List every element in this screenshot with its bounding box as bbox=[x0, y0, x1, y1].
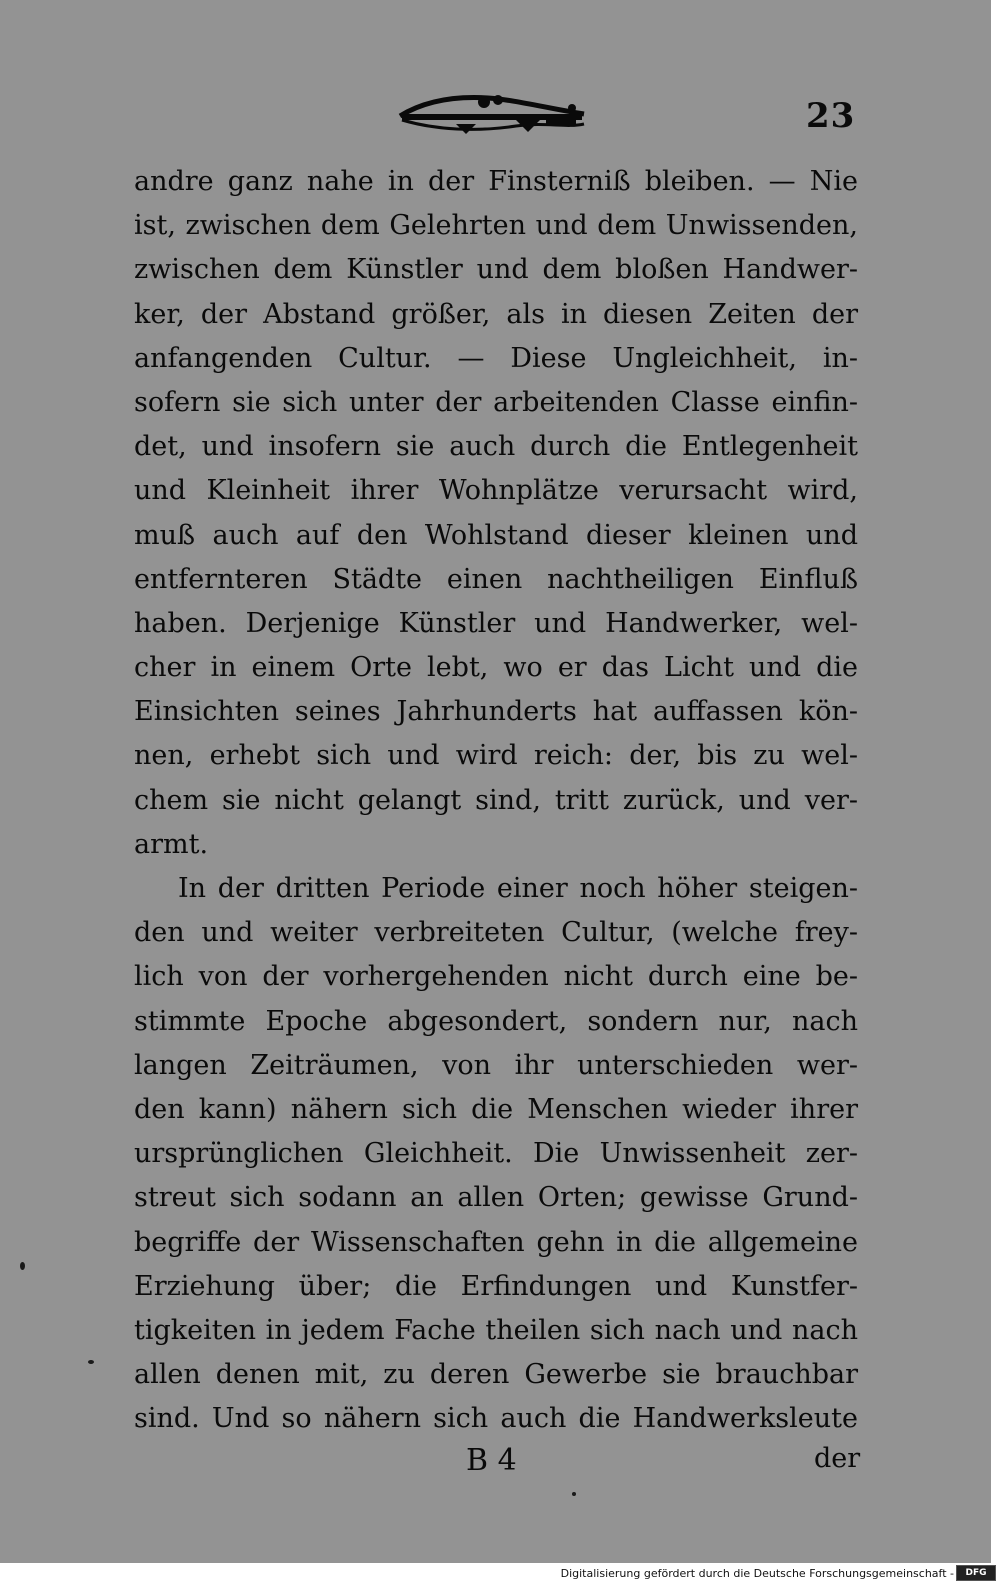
text-line: andre ganz nahe in der Finsterniß bleiben. — Nie bbox=[134, 166, 858, 197]
scan-speck bbox=[20, 1262, 25, 1270]
text-line: entfernteren Städte einen nachtheiligen Einfluß bbox=[134, 563, 858, 595]
printers-ornament-icon bbox=[396, 90, 588, 136]
text-line: und Kleinheit ihrer Wohnplätze verursacht wird, bbox=[134, 475, 858, 507]
text-line: haben. Derjenige Künstler und Handwerker, wel- bbox=[134, 607, 858, 639]
text-line: anfangenden Cultur. — Diese Ungleichheit, in- bbox=[134, 342, 858, 374]
text-line: chem sie nicht gelangt sind, tritt zurück, und ver- bbox=[134, 784, 858, 816]
dfg-logo-text: DFG bbox=[965, 1568, 987, 1578]
text-line: Erziehung über; die Erfindungen und Kunstfer- bbox=[134, 1270, 858, 1302]
text-line: den kann) nähern sich die Menschen wieder ihrer bbox=[134, 1093, 858, 1125]
scan-speck bbox=[88, 1360, 94, 1364]
text-line: streut sich sodann an allen Orten; gewisse Grund- bbox=[134, 1182, 858, 1214]
text-line: stimmte Epoche abgesondert, sondern nur, nach bbox=[134, 1005, 858, 1037]
catchword: der bbox=[814, 1443, 861, 1474]
text-line: ursprünglichen Gleichheit. Die Unwissenheit zer- bbox=[134, 1138, 858, 1170]
text-line: sind. Und so nähern sich auch die Handwerksleute bbox=[134, 1403, 858, 1435]
text-line: cher in einem Orte lebt, wo er das Licht und die bbox=[134, 652, 858, 684]
text-line: begriffe der Wissenschaften gehn in die allgemeine bbox=[134, 1226, 858, 1258]
text-line: In der dritten Periode einer noch höher steigen- bbox=[178, 873, 858, 904]
text-line: allen denen mit, zu deren Gewerbe sie brauchbar bbox=[134, 1359, 858, 1391]
text-line: lich von der vorhergehenden nicht durch eine be- bbox=[134, 961, 858, 993]
text-line: langen Zeiträumen, von ihr unterschieden wer- bbox=[134, 1049, 858, 1081]
body-text bbox=[134, 160, 858, 1441]
dfg-logo bbox=[956, 1565, 996, 1581]
text-line: det, und insofern sie auch durch die Entlegenheit bbox=[134, 431, 858, 463]
text-line: muß auch auf den Wohlstand dieser kleinen und bbox=[134, 519, 858, 551]
text-line: Einsichten seines Jahrhunderts hat auffassen kön- bbox=[134, 696, 858, 728]
text-line: zwischen dem Künstler und dem bloßen Handwer- bbox=[134, 254, 858, 286]
text-line: sofern sie sich unter der arbeitenden Classe einfin- bbox=[134, 386, 858, 418]
scan-speck bbox=[572, 1492, 576, 1496]
signature-mark: B 4 bbox=[466, 1443, 517, 1478]
text-line: armt. bbox=[134, 828, 209, 860]
text-line: tigkeiten in jedem Fache theilen sich nach und nach bbox=[134, 1314, 858, 1346]
text-line: ist, zwischen dem Gelehrten und dem Unwissenden, bbox=[134, 210, 858, 242]
text-line: nen, erhebt sich und wird reich: der, bis zu wel- bbox=[134, 740, 858, 772]
page-footer bbox=[0, 1443, 991, 1483]
text-line: den und weiter verbreiteten Cultur, (welche frey- bbox=[134, 917, 858, 949]
page-number: 23 bbox=[806, 96, 856, 136]
digitization-credit: Digitalisierung gefördert durch die Deutsche Forschungsgemeinschaft - bbox=[560, 1567, 954, 1580]
text-line: ker, der Abstand größer, als in diesen Zeiten der bbox=[134, 298, 858, 330]
